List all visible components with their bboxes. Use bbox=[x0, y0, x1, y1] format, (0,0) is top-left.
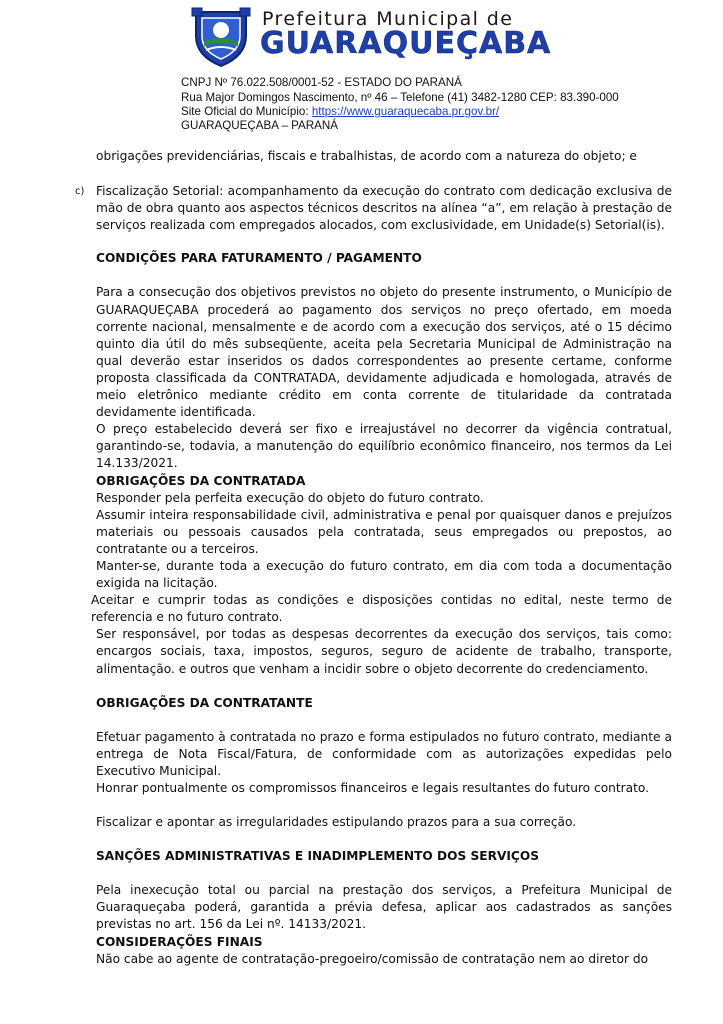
coat-of-arms-icon bbox=[190, 6, 252, 68]
paragraph: Responder pela perfeita execução do objeto do futuro contrato. bbox=[96, 490, 484, 505]
header-city: GUARAQUEÇABA – PARANÁ bbox=[181, 119, 338, 132]
site-link[interactable]: https://www.guaraquecaba.pr.gov.br/ bbox=[311, 105, 500, 118]
section-heading-faturamento: CONDIÇÕES PARA FATURAMENTO / PAGAMENTO bbox=[96, 251, 422, 266]
paragraph: Fiscalizar e apontar as irregularidades estipulando prazos para a sua correção. bbox=[96, 815, 577, 830]
section-heading-contratada: OBRIGAÇÕES DA CONTRATADA bbox=[96, 473, 306, 488]
paragraph: Honrar pontualmente os compromissos financeiros e legais resultantes do futuro contrato. bbox=[96, 781, 650, 795]
header-site bbox=[181, 105, 499, 119]
org-name-line1: Prefeitura Municipal de bbox=[262, 8, 514, 30]
paragraph: Ser responsável, por todas as despesas decorrentes da execução dos serviços, tais como: encargos sociais, taxa, impostos, seguros, seguro de acidente de trabalho, transporte, alimentação. e outros que venham a incidir sobre o objeto decorrente do credenciamento. bbox=[96, 627, 672, 676]
paragraph: Manter-se, durante toda a execução do futuro contrato, em dia com toda a documentação exigida na licitação. bbox=[96, 558, 672, 591]
header-address: Rua Major Domingos Nascimento, nº 46 – Telefone (41) 3482-1280 CEP: 83.390-000 bbox=[181, 91, 619, 104]
paragraph: Efetuar pagamento à contratada no prazo e forma estipulados no futuro contrato, mediante a entrega de Nota Fiscal/Fatura, de conformidade com as autorizações expedidas pelo Executivo Municipal. bbox=[96, 729, 672, 778]
site-label: Site Oficial do Município: bbox=[181, 105, 312, 118]
intro-line: obrigações previdenciárias, fiscais e trabalhistas, de acordo com a natureza do objeto; e bbox=[96, 149, 637, 163]
paragraph: O preço estabelecido deverá ser fixo e irreajustável no decorrer da vigência contratual, garantindo-se, todavia, a manutenção do equilíbrio econômico financeiro, nos termos da Lei 14.133/2021. bbox=[96, 422, 672, 471]
org-name-line2: GUARAQUEÇABA bbox=[260, 26, 552, 61]
paragraph: Para a consecução dos objetivos previstos no objeto do presente instrumento, o Município de GUARAQUEÇABA procederá ao pagamento dos serviços no preço ofertado, em moeda corrente nacional, mensalmente e de acordo com a execução dos serviços, até o 15 décimo quinto dia útil do mês subseqüente, aceita pela Secretaria Municipal de Administração na qual deverão estar inseridos os dados correspondentes ao presente certame, conforme proposta classificada da CONTRATADA, devidamente adjudicada e homologada, através de meio eletrônico mediante crédito em conta corrente de titularidade da contratada devidamente identificada. bbox=[96, 285, 672, 420]
list-marker: c) bbox=[75, 186, 85, 198]
section-heading-finais: CONSIDERAÇÕES FINAIS bbox=[96, 934, 263, 949]
paragraph: Aceitar e cumprir todas as condições e disposições contidas no edital, neste termo de referencia e no futuro contrato. bbox=[91, 593, 672, 625]
section-heading-contratante: OBRIGAÇÕES DA CONTRATANTE bbox=[96, 695, 313, 710]
list-item-c bbox=[75, 183, 672, 234]
section-heading-sancoes: SANÇÕES ADMINISTRATIVAS E INADIMPLEMENTO DOS SERVIÇOS bbox=[96, 849, 540, 864]
document-body bbox=[75, 148, 672, 968]
paragraph: Não cabe ao agente de contratação-pregoeiro/comissão de contratação nem ao diretor do bbox=[96, 951, 649, 966]
paragraph: Assumir inteira responsabilidade civil, administrativa e penal por quaisquer danos e prejuízos materiais ou pessoais causados pela contratada, seus empregados ou prepostos, ao contratante ou a terceiros. bbox=[96, 507, 672, 556]
paragraph: Pela inexecução total ou parcial na prestação dos serviços, a Prefeitura Municipal de Guaraqueçaba poderá, garantida a prévia defesa, aplicar aos cadastrados as sanções previstas no art. 156 da Lei nº. 14133/2021. bbox=[96, 883, 672, 932]
letterhead bbox=[0, 0, 723, 140]
header-cnpj: CNPJ Nº 76.022.508/0001-52 - ESTADO DO PARANÁ bbox=[181, 76, 462, 89]
item-c-text: Fiscalização Setorial: acompanhamento da execução do contrato com dedicação exclusiva de mão de obra quanto aos aspectos técnicos descritos na alínea “a”, em relação à prestação de serviços realizada com empregados alocados, com exclusividade, em Unidade(s) Setorial(is). bbox=[96, 184, 672, 233]
